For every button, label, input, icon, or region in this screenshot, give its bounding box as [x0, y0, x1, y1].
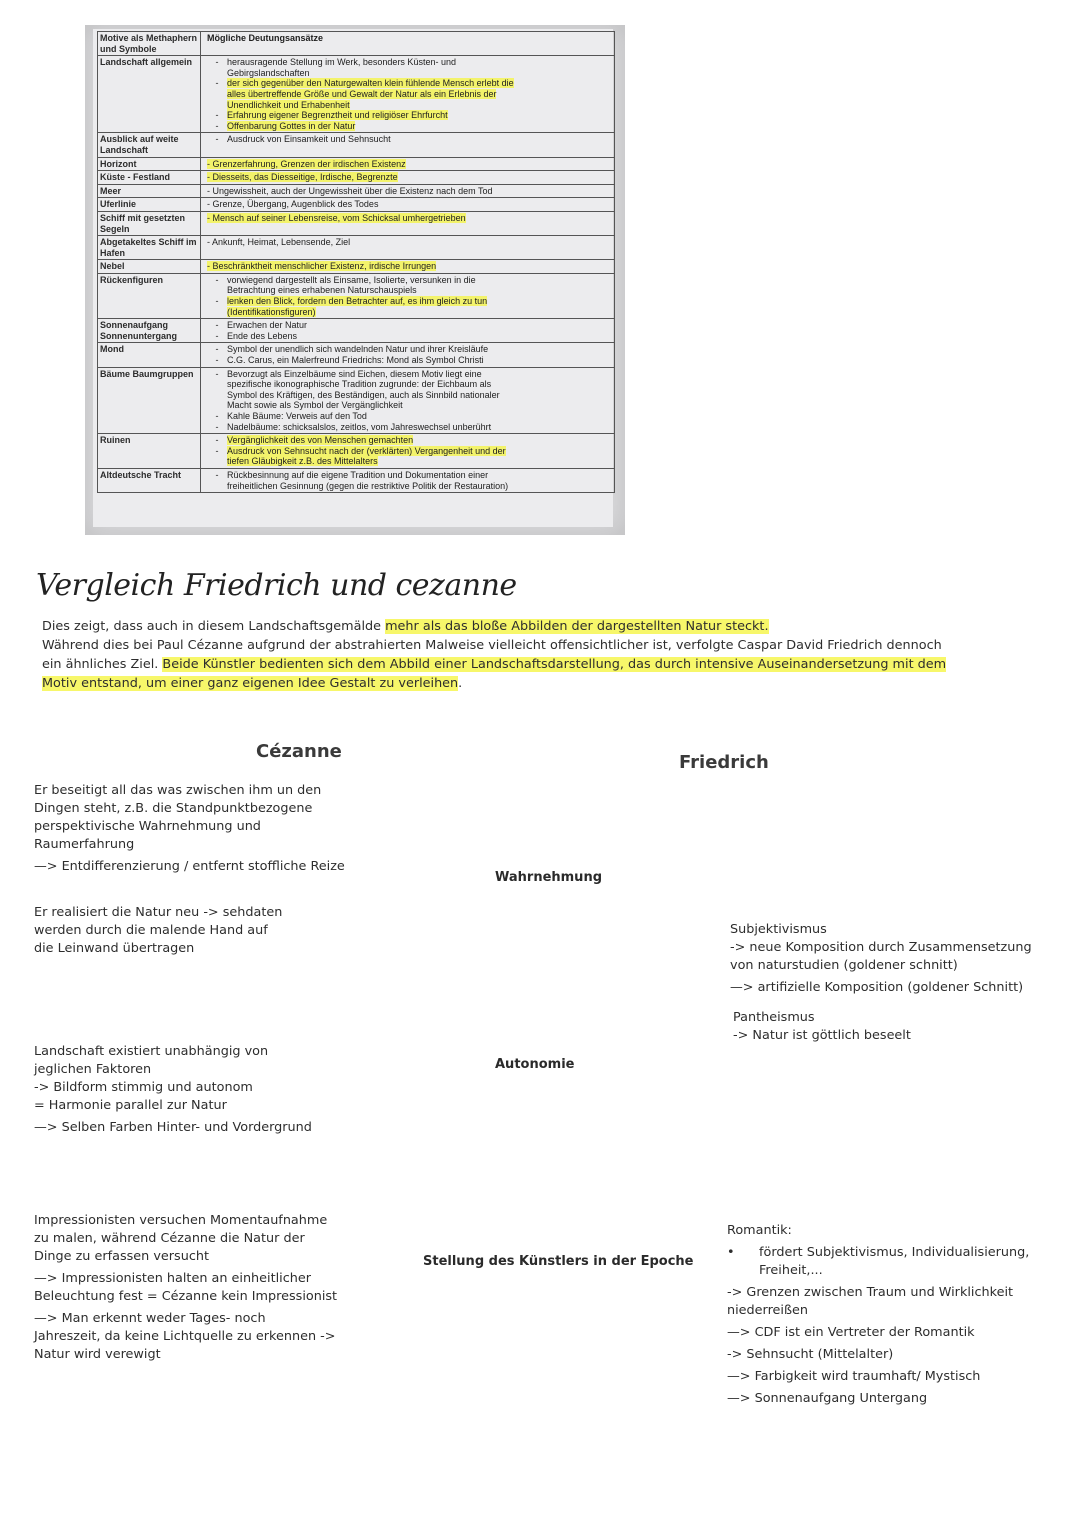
meaning-cell — [201, 273, 615, 318]
bullet-dot: • — [727, 1245, 735, 1260]
meaning-line: - Rückbesinnung auf die eigene Tradition und Dokumentation einer — [207, 470, 612, 481]
friedrich-subjektivismus-note — [730, 921, 1070, 997]
motif-table — [97, 31, 615, 493]
table-row — [98, 211, 615, 235]
motif-cell: Horizont — [98, 157, 201, 171]
meaning-line: - Bevorzugt als Einzelbäume sind Eichen, diesem Motiv liegt eine — [207, 369, 612, 380]
note-arrow: -> Sehnsucht (Mittelalter) — [727, 1347, 894, 1362]
table-row — [98, 133, 615, 157]
motif-cell: Rückenfiguren — [98, 273, 201, 318]
meaning-line: freiheitlichen Gesinnung (gegen die restriktive Politik der Restauration) — [227, 480, 509, 491]
intro-text: Dies zeigt, dass auch in diesem Landschaftsgemälde — [42, 619, 386, 634]
cezanne-position-note — [34, 1212, 414, 1364]
romantik-label: Romantik: — [727, 1223, 792, 1238]
meaning-cell — [201, 468, 615, 492]
table-row — [98, 171, 615, 185]
page-title: Vergleich Friedrich und cezanne — [36, 568, 517, 603]
meaning-line: Symbol des Kräftigen, des Beständigen, auch als Sinnbild nationaler — [227, 389, 500, 400]
meaning-line: - Erwachen der Natur — [207, 320, 612, 331]
note-arrow: —> Entdifferenzierung / entfernt stoffliche Reize — [34, 859, 345, 874]
table-row — [98, 260, 615, 274]
cezanne-autonomy-note — [34, 1043, 414, 1137]
meaning-cell — [201, 260, 615, 274]
meaning-cell — [201, 236, 615, 260]
intro-text: . — [458, 676, 463, 691]
meaning-line: - vorwiegend dargestellt als Einsame, Isolierte, versunken in die — [207, 275, 612, 286]
note-text: Er realisiert die Natur neu -> sehdaten werden durch die malende Hand auf die Leinwand übertragen — [34, 905, 283, 956]
romantik-bullet — [727, 1244, 1072, 1280]
meaning-line: (Identifikationsfiguren) — [227, 306, 316, 317]
note-arrow: —> Sonnenaufgang Untergang — [727, 1391, 928, 1406]
motif-cell: Abgetakeltes Schiff im Hafen — [98, 236, 201, 260]
meaning-cell — [201, 319, 615, 343]
table-row — [98, 343, 615, 367]
intro-line-2: Während dies bei Paul Cézanne aufgrund der abstrahierten Malweise vielleicht offensichtlicher ist, verfolgte Caspar David Friedrich dennoch — [42, 638, 942, 653]
intro-highlight: Beide Künstler bedienten sich dem Abbild einer Landschaftsdarstellung, das durch intensive Auseinandersetzung mit dem — [162, 657, 947, 672]
motif-cell: Nebel — [98, 260, 201, 274]
note-arrow: —> Selben Farben Hinter- und Vordergrund — [34, 1120, 312, 1135]
cezanne-column-title: Cézanne — [256, 741, 342, 762]
meaning-line: - Grenzerfahrung, Grenzen der irdischen Existenz — [207, 158, 406, 169]
table-header-row — [98, 32, 615, 56]
meaning-line: - Erfahrung eigener Begrenztheit und religiöser Ehrfurcht — [207, 110, 612, 121]
motif-cell: Bäume Baumgruppen — [98, 367, 201, 434]
friedrich-romantik-note — [727, 1222, 1072, 1408]
table-row — [98, 434, 615, 469]
intro-line-1 — [42, 617, 1052, 636]
bullet-text: fördert Subjektivismus, Individualisierung, Freiheit,... — [759, 1245, 1030, 1278]
meaning-line: Macht sowie als Symbol der Vergänglichkeit — [227, 400, 403, 411]
meaning-cell — [201, 343, 615, 367]
meaning-line: - lenken den Blick, fordern den Betrachter auf, es ihm gleich zu tun — [207, 296, 612, 307]
meaning-line: - Offenbarung Gottes in der Natur — [207, 121, 612, 132]
meaning-line: - Ende des Lebens — [207, 331, 612, 342]
photographed-motif-table — [85, 25, 625, 535]
category-autonomie: Autonomie — [495, 1057, 575, 1072]
meaning-line: Betrachtung eines erhabenen Naturschauspiels — [227, 285, 417, 296]
note-text: Er beseitigt all das was zwischen ihm un den Dingen steht, z.B. die Standpunktbezogene perspektivische Wahrnehmung und Raumerfahrung — [34, 783, 322, 852]
meaning-cell — [201, 367, 615, 434]
table-row — [98, 468, 615, 492]
note-arrow: —> Impressionisten halten an einheitlicher Beleuchtung fest = Cézanne kein Impressionist — [34, 1271, 338, 1304]
table-row — [98, 157, 615, 171]
intro-line-4 — [42, 674, 1052, 693]
meaning-line: - der sich gegenüber den Naturgewalten klein fühlende Mensch erlebt die — [207, 78, 612, 89]
motif-cell: Ausblick auf weite Landschaft — [98, 133, 201, 157]
table-row — [98, 273, 615, 318]
meaning-cell — [201, 56, 615, 133]
motif-cell: Ruinen — [98, 434, 201, 469]
note-text: Impressionisten versuchen Momentaufnahme zu malen, während Cézanne die Natur der Dinge zu erfassen versucht — [34, 1213, 328, 1264]
meaning-line: - Beschränktheit menschlicher Existenz, irdische Irrungen — [207, 261, 437, 272]
meaning-line: - Ankunft, Heimat, Lebensende, Ziel — [207, 237, 351, 248]
motif-cell: Küste - Festland — [98, 171, 201, 185]
motif-cell: Schiff mit gesetzten Segeln — [98, 211, 201, 235]
motif-cell: Altdeutsche Tracht — [98, 468, 201, 492]
category-stellung: Stellung des Künstlers in der Epoche — [423, 1254, 694, 1269]
friedrich-pantheismus-note — [733, 1009, 1063, 1045]
table-row — [98, 319, 615, 343]
table-row — [98, 184, 615, 198]
meaning-line: - Ungewissheit, auch der Ungewissheit über die Existenz nach dem Tod — [207, 185, 493, 196]
note-arrow: —> Man erkennt weder Tages- noch Jahreszeit, da keine Lichtquelle zu erkennen -> Natur wird verewigt — [34, 1311, 336, 1362]
meaning-line: Unendlichkeit und Erhabenheit — [227, 99, 350, 110]
meaning-line: - C.G. Carus, ein Malerfreund Friedrichs: Mond als Symbol Christi — [207, 355, 612, 366]
motif-cell: Mond — [98, 343, 201, 367]
romantik-arrows — [727, 1324, 1072, 1408]
meaning-line: - Kahle Bäume: Verweis auf den Tod — [207, 411, 612, 422]
meaning-line: Gebirgslandschaften — [227, 67, 310, 78]
meaning-cell — [201, 434, 615, 469]
cezanne-perception-note — [34, 782, 414, 876]
meaning-line: - Mensch auf seiner Lebensreise, vom Schicksal umhergetrieben — [207, 212, 466, 223]
friedrich-column-title: Friedrich — [679, 752, 769, 773]
header-meaning: Mögliche Deutungsansätze — [201, 32, 615, 56]
meaning-line: - Vergänglichkeit des von Menschen gemachten — [207, 435, 612, 446]
meaning-line: - Ausdruck von Einsamkeit und Sehnsucht — [207, 134, 612, 145]
table-row — [98, 236, 615, 260]
meaning-line: - Grenze, Übergang, Augenblick des Todes — [207, 199, 379, 210]
motif-cell: Landschaft allgemein — [98, 56, 201, 133]
meaning-cell — [201, 171, 615, 185]
table-row — [98, 367, 615, 434]
meaning-cell — [201, 184, 615, 198]
intro-text: ein ähnliches Ziel. — [42, 657, 163, 672]
motif-cell: Sonnenaufgang Sonnenuntergang — [98, 319, 201, 343]
motif-cell: Meer — [98, 184, 201, 198]
intro-line-3 — [42, 655, 1052, 674]
cezanne-realization-note — [34, 904, 414, 958]
meaning-line: tiefen Gläubigkeit z.B. des Mittelalters — [227, 456, 378, 467]
note-text: Pantheismus -> Natur ist göttlich beseelt — [733, 1010, 911, 1043]
meaning-cell — [201, 211, 615, 235]
category-wahrnehmung: Wahrnehmung — [495, 870, 603, 885]
header-motif: Motive als Methaphern und Symbole — [98, 32, 201, 56]
table-row — [98, 198, 615, 212]
note-text: -> Grenzen zwischen Traum und Wirklichkeit niederreißen — [727, 1285, 1014, 1318]
meaning-cell — [201, 198, 615, 212]
note-arrow: —> Farbigkeit wird traumhaft/ Mystisch — [727, 1369, 981, 1384]
note-arrow: —> artifizielle Komposition (goldener Schnitt) — [730, 980, 1024, 995]
motif-cell: Uferlinie — [98, 198, 201, 212]
meaning-line: - herausragende Stellung im Werk, besonders Küsten- und — [207, 57, 612, 68]
table-row — [98, 56, 615, 133]
meaning-line: alles übertreffende Größe und Gewalt der Natur als ein Erlebnis der — [227, 88, 497, 99]
note-arrow: —> CDF ist ein Vertreter der Romantik — [727, 1325, 975, 1340]
meaning-line: - Symbol der unendlich sich wandelnden Natur und ihrer Kreisläufe — [207, 344, 612, 355]
intro-highlight: mehr als das bloße Abbilden der dargestellten Natur steckt. — [385, 619, 769, 634]
meaning-cell — [201, 157, 615, 171]
meaning-line: - Nadelbäume: schicksalslos, zeitlos, vom Jahreswechsel unberührt — [207, 422, 612, 433]
note-text: Subjektivismus -> neue Komposition durch Zusammensetzung von naturstudien (goldener schnitt) — [730, 922, 1032, 973]
meaning-line: - Diesseits, das Diesseitige, Irdische, Begrenzte — [207, 172, 398, 183]
meaning-cell — [201, 133, 615, 157]
intro-highlight: Motiv entstand, um einer ganz eigenen Idee Gestalt zu verleihen — [42, 676, 459, 691]
meaning-line: spezifische ikonographische Tradition zugrunde: der Eichbaum als — [227, 379, 492, 390]
note-text: Landschaft existiert unabhängig von jeglichen Faktoren -> Bildform stimmig und autonom = Harmonie parallel zur Natur — [34, 1044, 269, 1113]
table-sheet — [93, 29, 613, 527]
meaning-line: - Ausdruck von Sehnsucht nach der (verklärten) Vergangenheit und der — [207, 446, 612, 457]
intro-paragraph — [42, 617, 1052, 693]
